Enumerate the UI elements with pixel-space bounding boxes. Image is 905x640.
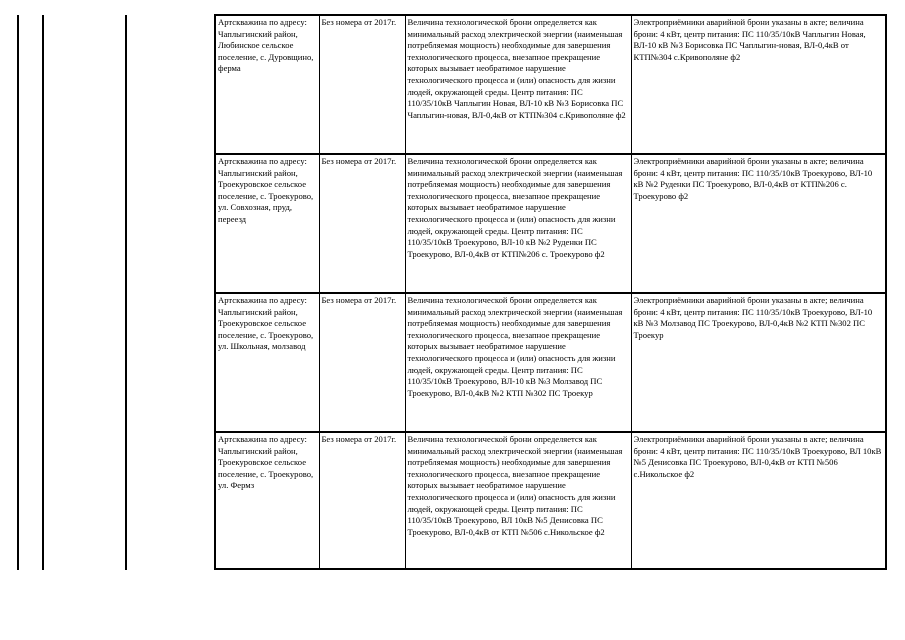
table-row [215, 293, 886, 432]
number-cell: Без номера от 2017г. [319, 154, 405, 293]
emergency-cell: Электроприёмники аварийной брони указаны в акте; величина брони: 4 кВт, центр питания: ПС 110/35/10кВ Троекурово, ВЛ-10 кВ №3 Молзавод ПС Троекурово, ВЛ-0,4кВ №2 КТП №302 ПС Троекур [631, 293, 886, 432]
address-cell: Артскважина по адресу: Чаплыгинский район, Троекуровское сельское поселение, с. Троекурово, ул. Совхозная, пруд, переезд [215, 154, 319, 293]
left-border-line-2 [42, 15, 44, 570]
address-cell: Артскважина по адресу: Чаплыгинский район, Троекуровское сельское поселение, с. Троекурово, ул. Школьная, молзавод [215, 293, 319, 432]
emergency-cell: Электроприёмники аварийной брони указаны в акте; величина брони: 4 кВт, центр питания: ПС 110/35/10кВ Чаплыгин Новая, ВЛ-10 кВ №3 Борисовка ПС Чаплыгин-новая, ВЛ-0,4кВ от КТП№304 с.Кривополяне ф2 [631, 15, 886, 154]
left-border-line-3 [125, 15, 127, 570]
description-cell: Величина технологической брони определяется как минимальный расход электрической энергии (наименьшая потребляемая мощность) необходимые для завершения технологического процесса, внезапное прекращение которых вызывает необратимое нарушение технологического процесса и (или) опасность для жизни людей, окружающей среды. Центр питания: ПС 110/35/10кВ Троекурово, ВЛ-10 кВ №3 Молзавод ПС Троекурово, ВЛ-0,4кВ №2 КТП №302 ПС Троекур [405, 293, 631, 432]
number-cell: Без номера от 2017г. [319, 293, 405, 432]
description-cell: Величина технологической брони определяется как минимальный расход электрической энергии (наименьшая потребляемая мощность) необходимые для завершения технологического процесса, внезапное прекращение которых вызывает необратимое нарушение технологического процесса и (или) опасность для жизни людей, окружающей среды. Центр питания: ПС 110/35/10кВ Чаплыгин Новая, ВЛ-10 кВ №3 Борисовка ПС Чаплыгин-новая, ВЛ-0,4кВ от КТП№304 с.Кривополяне ф2 [405, 15, 631, 154]
emergency-cell: Электроприёмники аварийной брони указаны в акте; величина брони: 4 кВт, центр питания: ПС 110/35/10кВ Троекурово, ВЛ-10 кВ №2 Руденки ПС Троекурово, ВЛ-0,4кВ от КТП№206 с. Троекурово ф2 [631, 154, 886, 293]
address-cell: Артскважина по адресу: Чаплыгинский район, Любинское сельское поселение, с. Дуровщино, ферма [215, 15, 319, 154]
table-row [215, 154, 886, 293]
address-cell: Артскважина по адресу: Чаплыгинский район, Троекуровское сельское поселение, с. Троекурово, ул. Фермз [215, 432, 319, 569]
table-row [215, 432, 886, 569]
description-cell: Величина технологической брони определяется как минимальный расход электрической энергии (наименьшая потребляемая мощность) необходимые для завершения технологического процесса, внезапное прекращение которых вызывает необратимое нарушение технологического процесса и (или) опасность для жизни людей, окружающей среды. Центр питания: ПС 110/35/10кВ Троекурово, ВЛ-10 кВ №2 Руденки ПС Троекурово, ВЛ-0,4кВ от КТП№206 с. Троекурово ф2 [405, 154, 631, 293]
left-border-line-1 [17, 15, 19, 570]
reservation-table [214, 14, 887, 570]
number-cell: Без номера от 2017г. [319, 432, 405, 569]
description-cell: Величина технологической брони определяется как минимальный расход электрической энергии (наименьшая потребляемая мощность) необходимые для завершения технологического процесса, внезапное прекращение которых вызывает необратимое нарушение технологического процесса и (или) опасность для жизни людей, окружающей среды. Центр питания: ПС 110/35/10кВ Троекурово, ВЛ 10кВ №5 Денисовка ПС Троекурово, ВЛ-0,4кВ от КТП №506 с.Никольское ф2 [405, 432, 631, 569]
emergency-cell: Электроприёмники аварийной брони указаны в акте; величина брони: 4 кВт, центр питания: ПС 110/35/10кВ Троекурово, ВЛ 10кВ №5 Денисовка ПС Троекурово, ВЛ-0,4кВ от КТП №506 с.Никольское ф2 [631, 432, 886, 569]
table-row [215, 15, 886, 154]
number-cell: Без номера от 2017г. [319, 15, 405, 154]
